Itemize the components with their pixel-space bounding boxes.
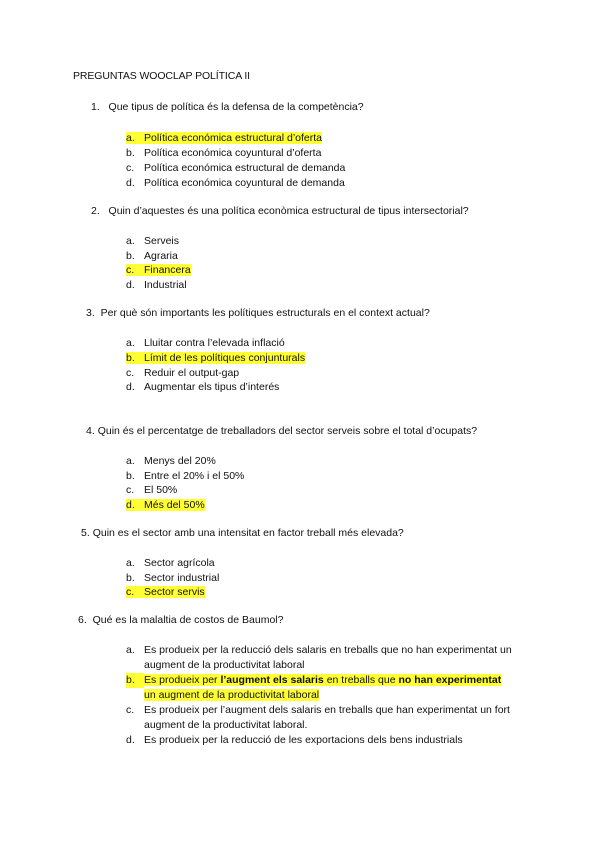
question-4 (86, 425, 477, 437)
option-6d: d. Es produeix per la reducció de les exportacions dels bens industrials (126, 734, 463, 746)
option-2b: b. Agraria (126, 250, 178, 262)
option-3a: a. Lluitar contra l’elevada inflació (126, 337, 285, 349)
question-5 (81, 527, 404, 539)
option-3d: d. Augmentar els tipus d’interés (126, 381, 280, 393)
question-text: Quin d’aquestes és una política econòmica estructural de tipus intersectorial? (108, 205, 469, 217)
answer-highlight: Es produeix per l’augment els salaris en treballs que no han experimentat un augment de la productivitat laboral (144, 674, 502, 701)
question-2 (91, 205, 469, 217)
question-1 (91, 101, 364, 113)
question-3 (86, 307, 430, 319)
option-4b: b. Entre el 20% i el 50% (126, 470, 245, 482)
option-5b: b. Sector industrial (126, 572, 220, 584)
answer-highlight: b. Límit de les polítiques conjunturals (126, 352, 306, 364)
option-1c: c. Política económica estructural de demanda (126, 162, 346, 174)
answer-highlight: c. Financera (126, 264, 191, 276)
option-2d: d. Industrial (126, 279, 187, 291)
question-number: 1. (91, 101, 100, 113)
option-3b (126, 351, 305, 366)
question-text: Quin és el percentatge de treballadors del sector serveis sobre el total d’ocupats? (97, 425, 478, 437)
question-number: 6. (78, 614, 87, 626)
option-2c (126, 263, 191, 278)
answer-highlight: d. Més del 50% (126, 499, 205, 511)
option-5c (126, 585, 205, 600)
question-number: 3. (86, 307, 95, 319)
option-1a (126, 131, 322, 146)
option-1d: d. Política económica coyuntural de demanda (126, 177, 345, 189)
option-4d (126, 498, 205, 513)
option-4a: a. Menys del 20% (126, 455, 216, 467)
option-3c: c. Reduir el output-gap (126, 367, 240, 379)
question-text: Que tipus de política és la defensa de la competència? (108, 101, 364, 113)
question-text: Qué es la malaltia de costos de Baumol? (92, 614, 284, 626)
option-5a: a. Sector agrícola (126, 557, 215, 569)
question-number: 2. (91, 205, 100, 217)
answer-highlight: c. Sector servis (126, 586, 205, 598)
answer-highlight: a. Política económica estructural d’oferta (126, 132, 323, 144)
question-6 (78, 614, 283, 626)
question-number: 5. (81, 527, 90, 539)
option-1b: b. Política económica coyuntural d’oferta (126, 147, 322, 159)
document-title: PREGUNTAS WOOCLAP POLÍTICA II (73, 70, 250, 82)
question-text: Per què són importants les polítiques estructurals en el context actual? (100, 307, 430, 319)
option-6a: a. Es produeix per la reducció dels salaris en treballs que no han experimentat un augment de la productivitat laboral (126, 644, 512, 671)
option-6b: b. Es produeix per l’augment els salaris en treballs que no han experimentat un augment de la productivitat laboral (126, 673, 514, 703)
question-number: 4. (86, 425, 95, 437)
option-6c: c. Es produeix per l’augment dels salaris en treballs que han experimentat un fort augment de la productivitat laboral. (126, 704, 510, 731)
question-text: Quin es el sector amb una intensitat en factor treball més elevada? (92, 527, 404, 539)
option-2a: a. Serveis (126, 235, 180, 247)
option-4c: c. El 50% (126, 484, 178, 496)
